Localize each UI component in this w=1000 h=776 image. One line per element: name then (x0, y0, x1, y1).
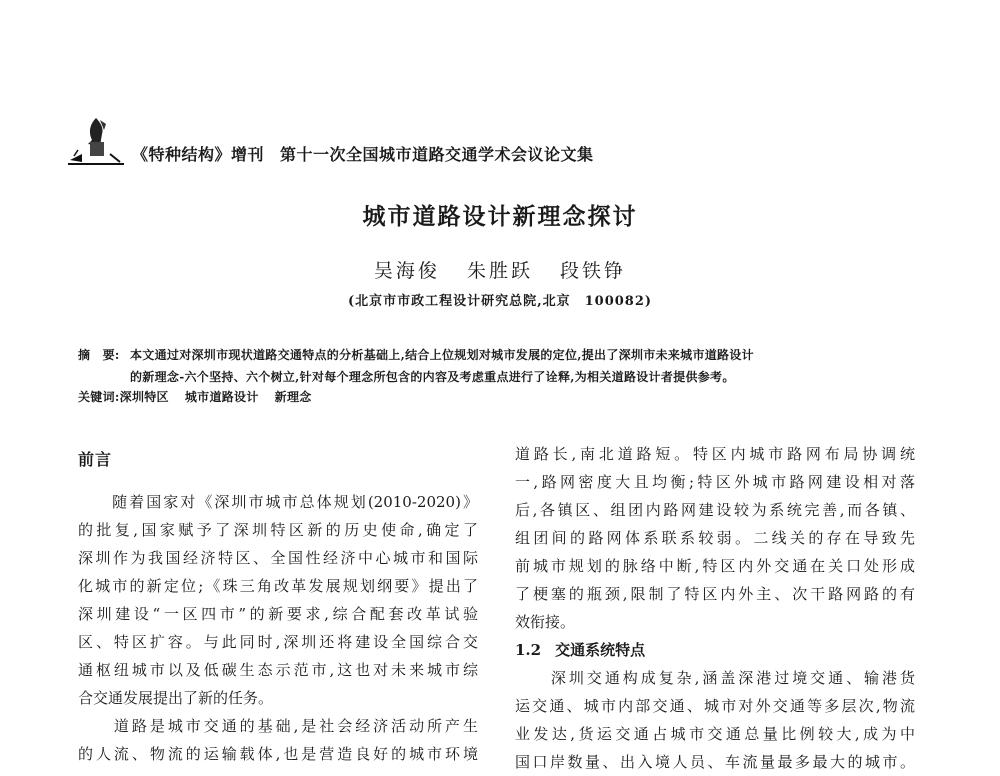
journal-logo (66, 114, 126, 170)
section-heading-preface: 前言 (78, 450, 113, 469)
right-line-4: 组团间的路网体系联系较弱。二线关的存在导致先 (515, 529, 915, 547)
keyword-1: 深圳特区 (119, 390, 169, 404)
author-1: 吴海俊 (373, 260, 440, 282)
left-line-9: 道路是城市交通的基础,是社会经济活动所产生 (78, 717, 478, 735)
keywords-label: 关键词: (78, 390, 120, 404)
keywords (78, 388, 328, 405)
author-3: 段铁铮 (560, 260, 627, 282)
author-2: 朱胜跃 (466, 260, 533, 282)
right-line-9: 运交通、城市内部交通、城市对外交通等多层次,物流 (515, 697, 915, 715)
right-line-10: 业发达,货运交通占城市交通总量比例较大,成为中 (515, 725, 915, 743)
abstract-line-1: 本文通过对深圳市现状道路交通特点的分析基础上,结合上位规划对城市发展的定位,提出了深圳市未来城市道路设计 (130, 348, 754, 362)
subsection-title: 交通系统特点 (555, 641, 646, 659)
right-line-1: 道路长,南北道路短。特区内城市路网布局协调统 (515, 445, 915, 463)
abstract-label: 摘 要: (78, 348, 120, 362)
body-left-column (78, 440, 478, 768)
journal-name: 《特种结构》增刊 (132, 145, 265, 164)
left-line-6: 区、特区扩容。与此同时,深圳还将建设全国综合交 (78, 633, 478, 651)
keyword-3: 新理念 (274, 390, 312, 404)
left-line-5: 深圳建设“一区四市”的新要求,综合配套改革试验 (78, 605, 478, 623)
proceedings-name: 第十一次全国城市道路交通学术会议论文集 (280, 145, 594, 164)
left-line-8: 合交通发展提出了新的任务。 (78, 689, 274, 707)
right-line-2: 一,路网密度大且均衡;特区外城市路网建设相对落 (515, 473, 915, 491)
abstract-line-2: 的新理念-六个坚持、六个树立,针对每个理念所包含的内容及考虑重点进行了诠释,为相关道路设计者提供参考。 (130, 370, 735, 384)
affiliation: (北京市市政工程设计研究总院,北京 100082) (347, 294, 653, 309)
left-line-4: 化城市的新定位;《珠三角改革发展规划纲要》提出了 (78, 577, 478, 595)
left-line-3: 深圳作为我国经济特区、全国性经济中心城市和国际 (78, 549, 478, 567)
keyword-2: 城市道路设计 (184, 390, 259, 404)
body-right-column (515, 440, 915, 776)
abstract (78, 344, 928, 388)
left-line-7: 通枢纽城市以及低碳生态示范市,这也对未来城市综 (78, 661, 478, 679)
journal-header (132, 142, 594, 165)
right-line-6: 了梗塞的瓶颈,限制了特区内外主、次干路网路的有 (515, 585, 915, 603)
right-line-5: 前城市规划的脉络中断,特区内外交通在关口处形成 (515, 557, 915, 575)
right-line-11: 国口岸数量、出入境人员、车流量最多最大的城市。 (515, 753, 915, 771)
subsection-number: 1.2 (515, 641, 542, 659)
right-line-7: 效衔接。 (515, 613, 576, 631)
right-line-8: 深圳交通构成复杂,涵盖深港过境交通、输港货 (515, 669, 915, 687)
left-line-1: 随着国家对《深圳市城市总体规划(2010-2020)》 (78, 493, 478, 511)
subsection-heading (515, 636, 915, 664)
left-line-10: 的人流、物流的运输载体,也是营造良好的城市环境 (78, 745, 478, 763)
left-line-2: 的批复,国家赋予了深圳特区新的历史使命,确定了 (78, 521, 478, 539)
article-title: 城市道路设计新理念探讨 (362, 203, 638, 230)
right-line-3: 后,各镇区、组团内路网建设较为系统完善,而各镇、 (515, 501, 915, 519)
authors (0, 256, 1000, 283)
